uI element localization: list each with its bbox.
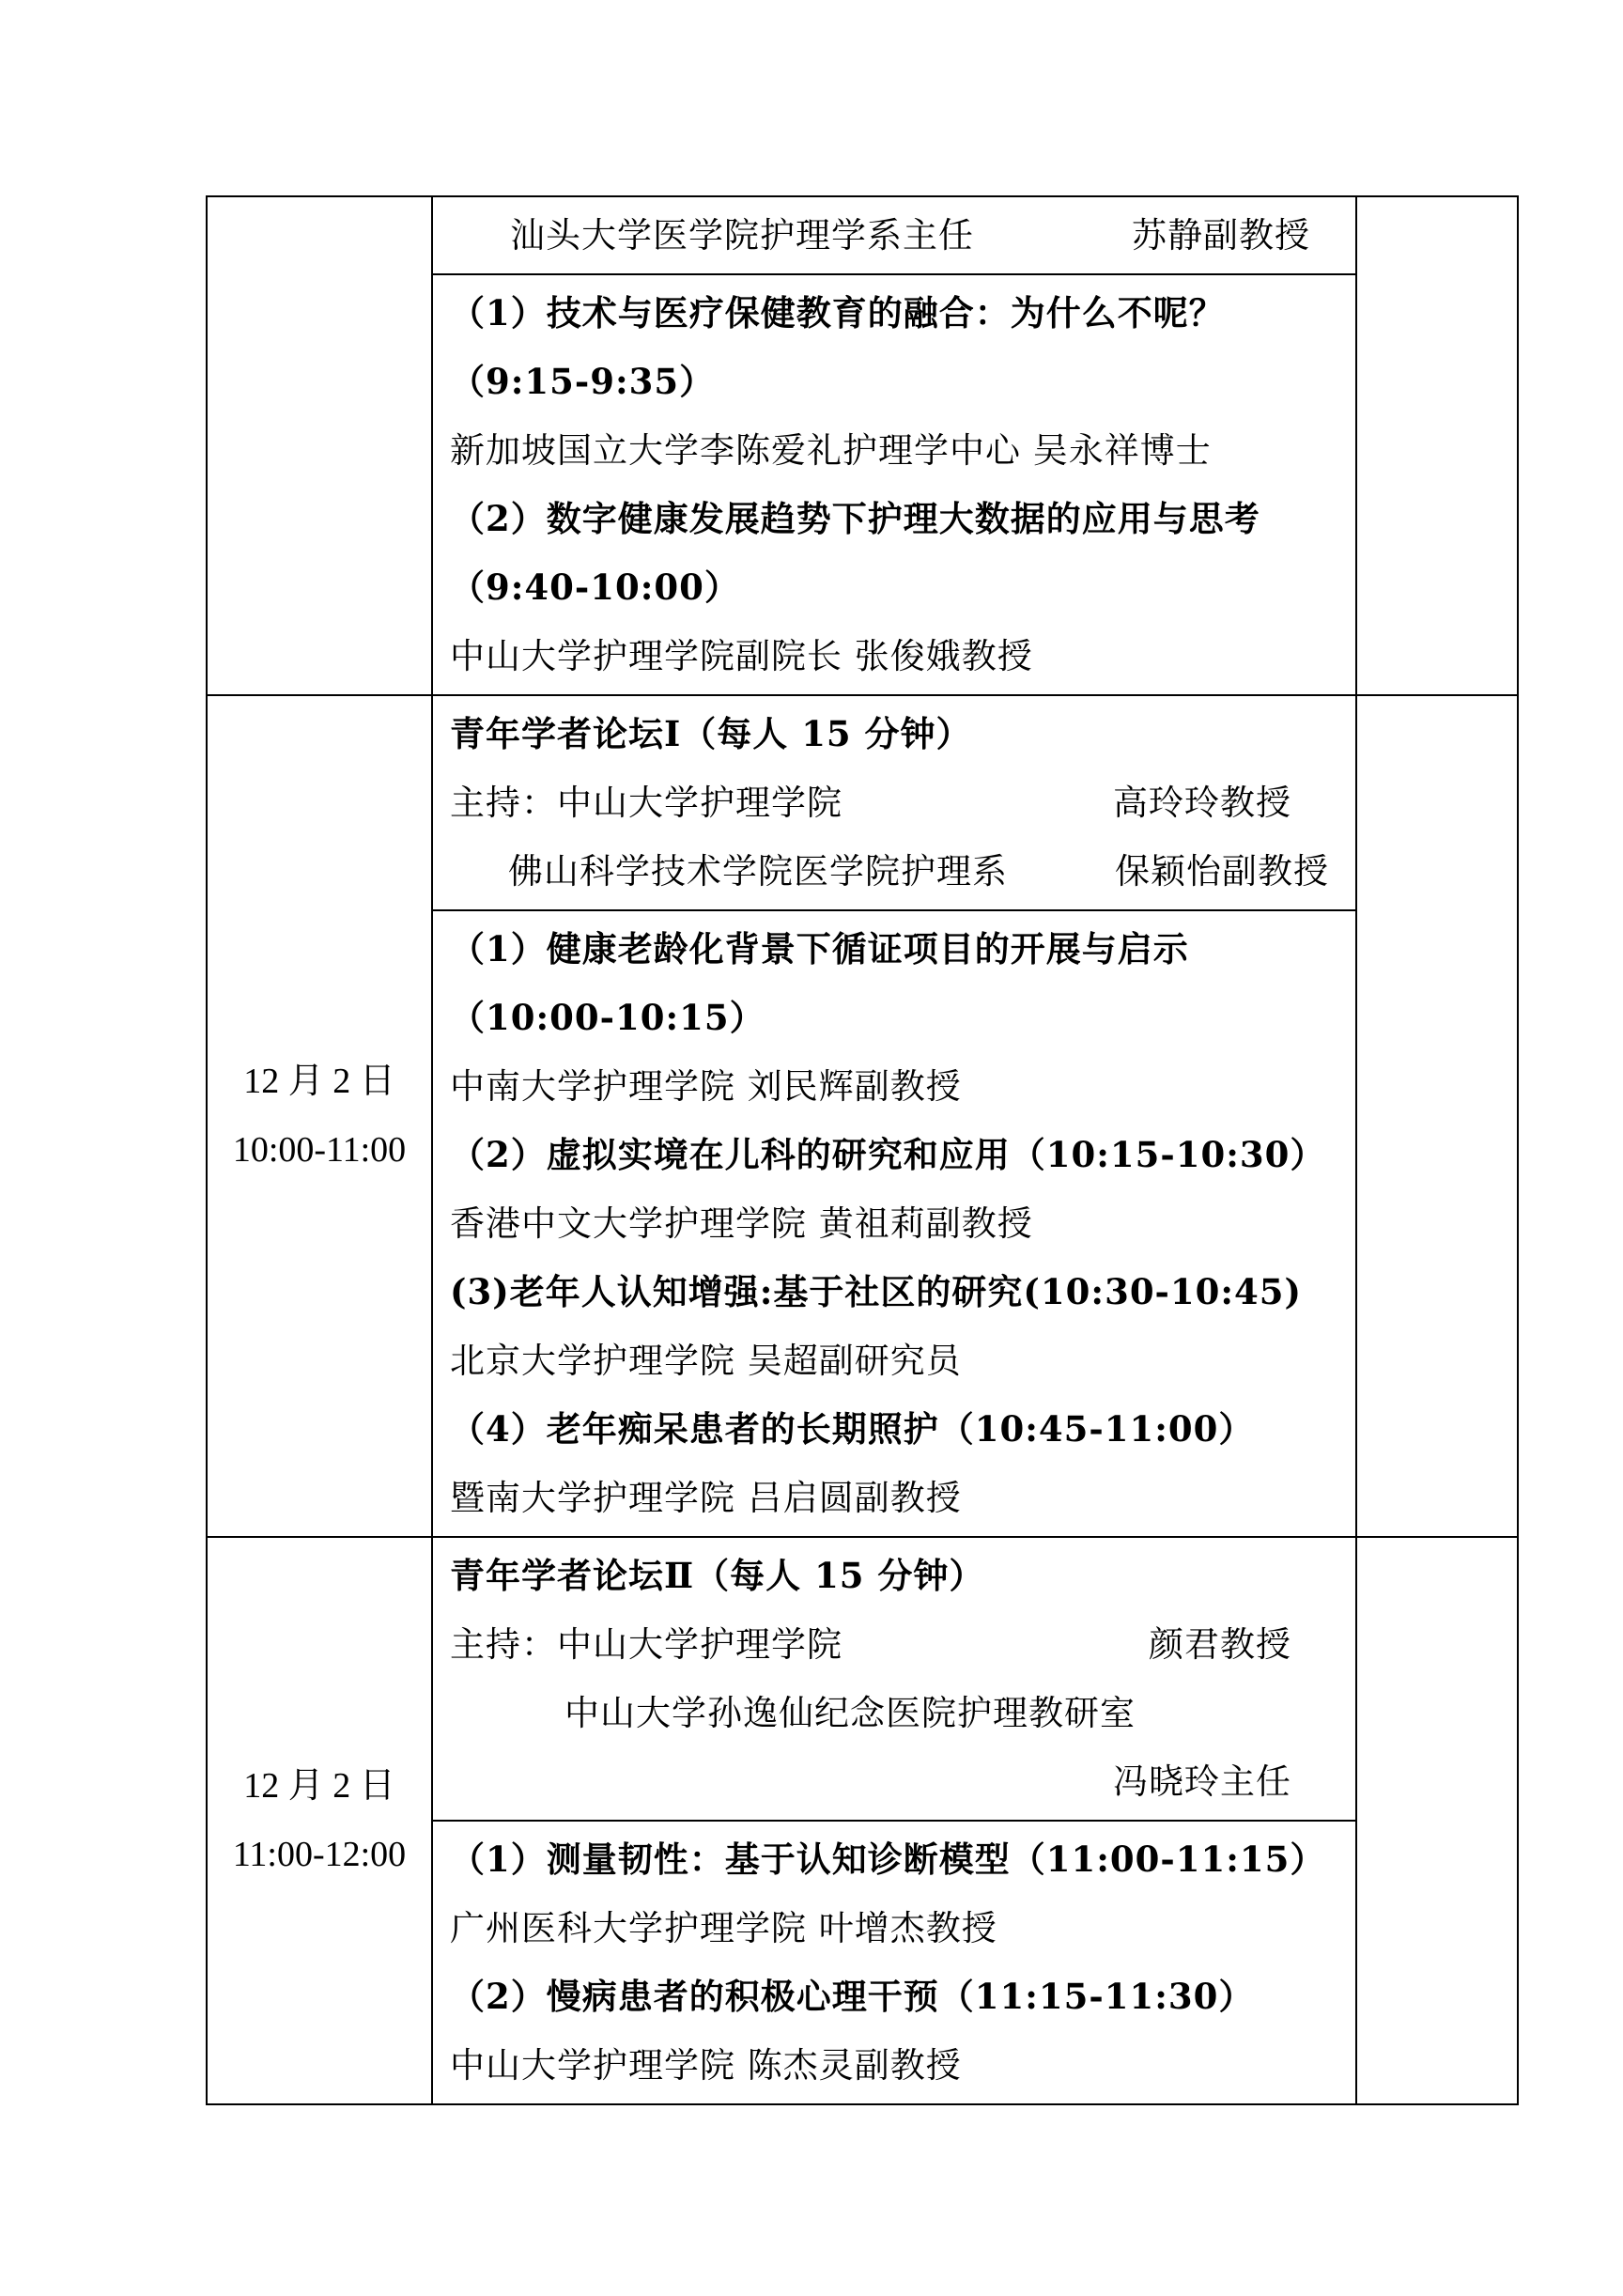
- host-name: 高玲玲教授: [1113, 783, 1291, 823]
- talk-speaker: 暨南大学护理学院 吕启圆副教授: [450, 1478, 962, 1518]
- host-name: 苏静副教授: [1132, 215, 1310, 256]
- talks-cell: [432, 910, 1356, 1537]
- schedule-table: [206, 195, 1519, 2105]
- talk-title: (3)老年人认知增强:基于社区的研究(10:30-10:45): [450, 1271, 1303, 1312]
- host-name: 保颖怡副教授: [1115, 851, 1329, 892]
- talk-time: （10:00-10:15）: [450, 997, 765, 1038]
- forum-title: 青年学者论坛Ⅱ（每人 15 分钟）: [450, 1555, 985, 1596]
- host-affiliation: 中山大学孙逸仙纪念医院护理教研室: [564, 1693, 1136, 1733]
- talk-speaker: 新加坡国立大学李陈爱礼护理学中心 吴永祥博士: [450, 430, 1212, 471]
- session-date: 12 月 2 日: [243, 1062, 395, 1101]
- host-line: [450, 768, 1342, 837]
- talk-title: （4）老年痴呆患者的长期照护（10:45-11:00）: [450, 1408, 1255, 1450]
- session-time: 10:00-11:00: [232, 1130, 407, 1170]
- talk-title: （1）测量韧性：基于认知诊断模型（11:00-11:15）: [450, 1838, 1326, 1880]
- talk-title: （1）健康老龄化背景下循证项目的开展与启示: [450, 928, 1189, 970]
- remarks-cell: [1356, 1537, 1518, 2104]
- talk-title: （2）虚拟实境在儿科的研究和应用（10:15-10:30）: [450, 1134, 1326, 1175]
- talk-title: （2）数字健康发展趋势下护理大数据的应用与思考: [450, 498, 1260, 539]
- host-affiliation: 主持：中山大学护理学院: [450, 783, 842, 823]
- talk-speaker: 中南大学护理学院 刘民辉副教授: [450, 1066, 962, 1107]
- session-time: 11:00-12:00: [232, 1835, 407, 1874]
- talk-speaker: 香港中文大学护理学院 黄祖莉副教授: [450, 1203, 1033, 1244]
- time-cell: [207, 196, 432, 695]
- session-host-cell: [432, 196, 1356, 274]
- host-affiliation: 主持：中山大学护理学院: [450, 1624, 842, 1665]
- talk-speaker: 中山大学护理学院副院长 张俊娥教授: [450, 636, 1033, 676]
- forum-header-cell: [432, 1537, 1356, 1821]
- host-name: 冯晓玲主任: [1113, 1761, 1291, 1802]
- remarks-cell: [1356, 196, 1518, 695]
- talk-time: （9:40-10:00）: [450, 566, 740, 608]
- talk-time: （9:15-9:35）: [450, 361, 716, 402]
- host-line: [450, 837, 1342, 906]
- table-row: [207, 1537, 1518, 1821]
- talk-title: （1）技术与医疗保健教育的融合：为什么不呢？: [450, 292, 1225, 334]
- forum-title: 青年学者论坛Ⅰ（每人 15 分钟）: [450, 713, 972, 754]
- time-cell: [207, 695, 432, 1537]
- time-cell: [207, 1537, 432, 2104]
- host-affiliation: 佛山科学技术学院医学院护理系: [508, 851, 1008, 892]
- remarks-cell: [1356, 695, 1518, 1537]
- talks-cell: [432, 1821, 1356, 2104]
- session-date: 12 月 2 日: [243, 1766, 395, 1806]
- table-row: [207, 695, 1518, 910]
- forum-header-cell: [432, 695, 1356, 910]
- host-affiliation: 汕头大学医学院护理学系主任: [510, 215, 974, 256]
- talk-speaker: 广州医科大学护理学院 叶增杰教授: [450, 1908, 997, 1948]
- host-line: [450, 201, 1342, 270]
- talk-title: （2）慢病患者的积极心理干预（11:15-11:30）: [450, 1976, 1255, 2017]
- host-name: 颜君教授: [1149, 1624, 1291, 1665]
- host-line: [450, 1610, 1342, 1679]
- talks-cell: [432, 274, 1356, 695]
- table-row: [207, 196, 1518, 274]
- talk-speaker: 中山大学护理学院 陈杰灵副教授: [450, 2045, 962, 2086]
- talk-speaker: 北京大学护理学院 吴超副研究员: [450, 1341, 962, 1381]
